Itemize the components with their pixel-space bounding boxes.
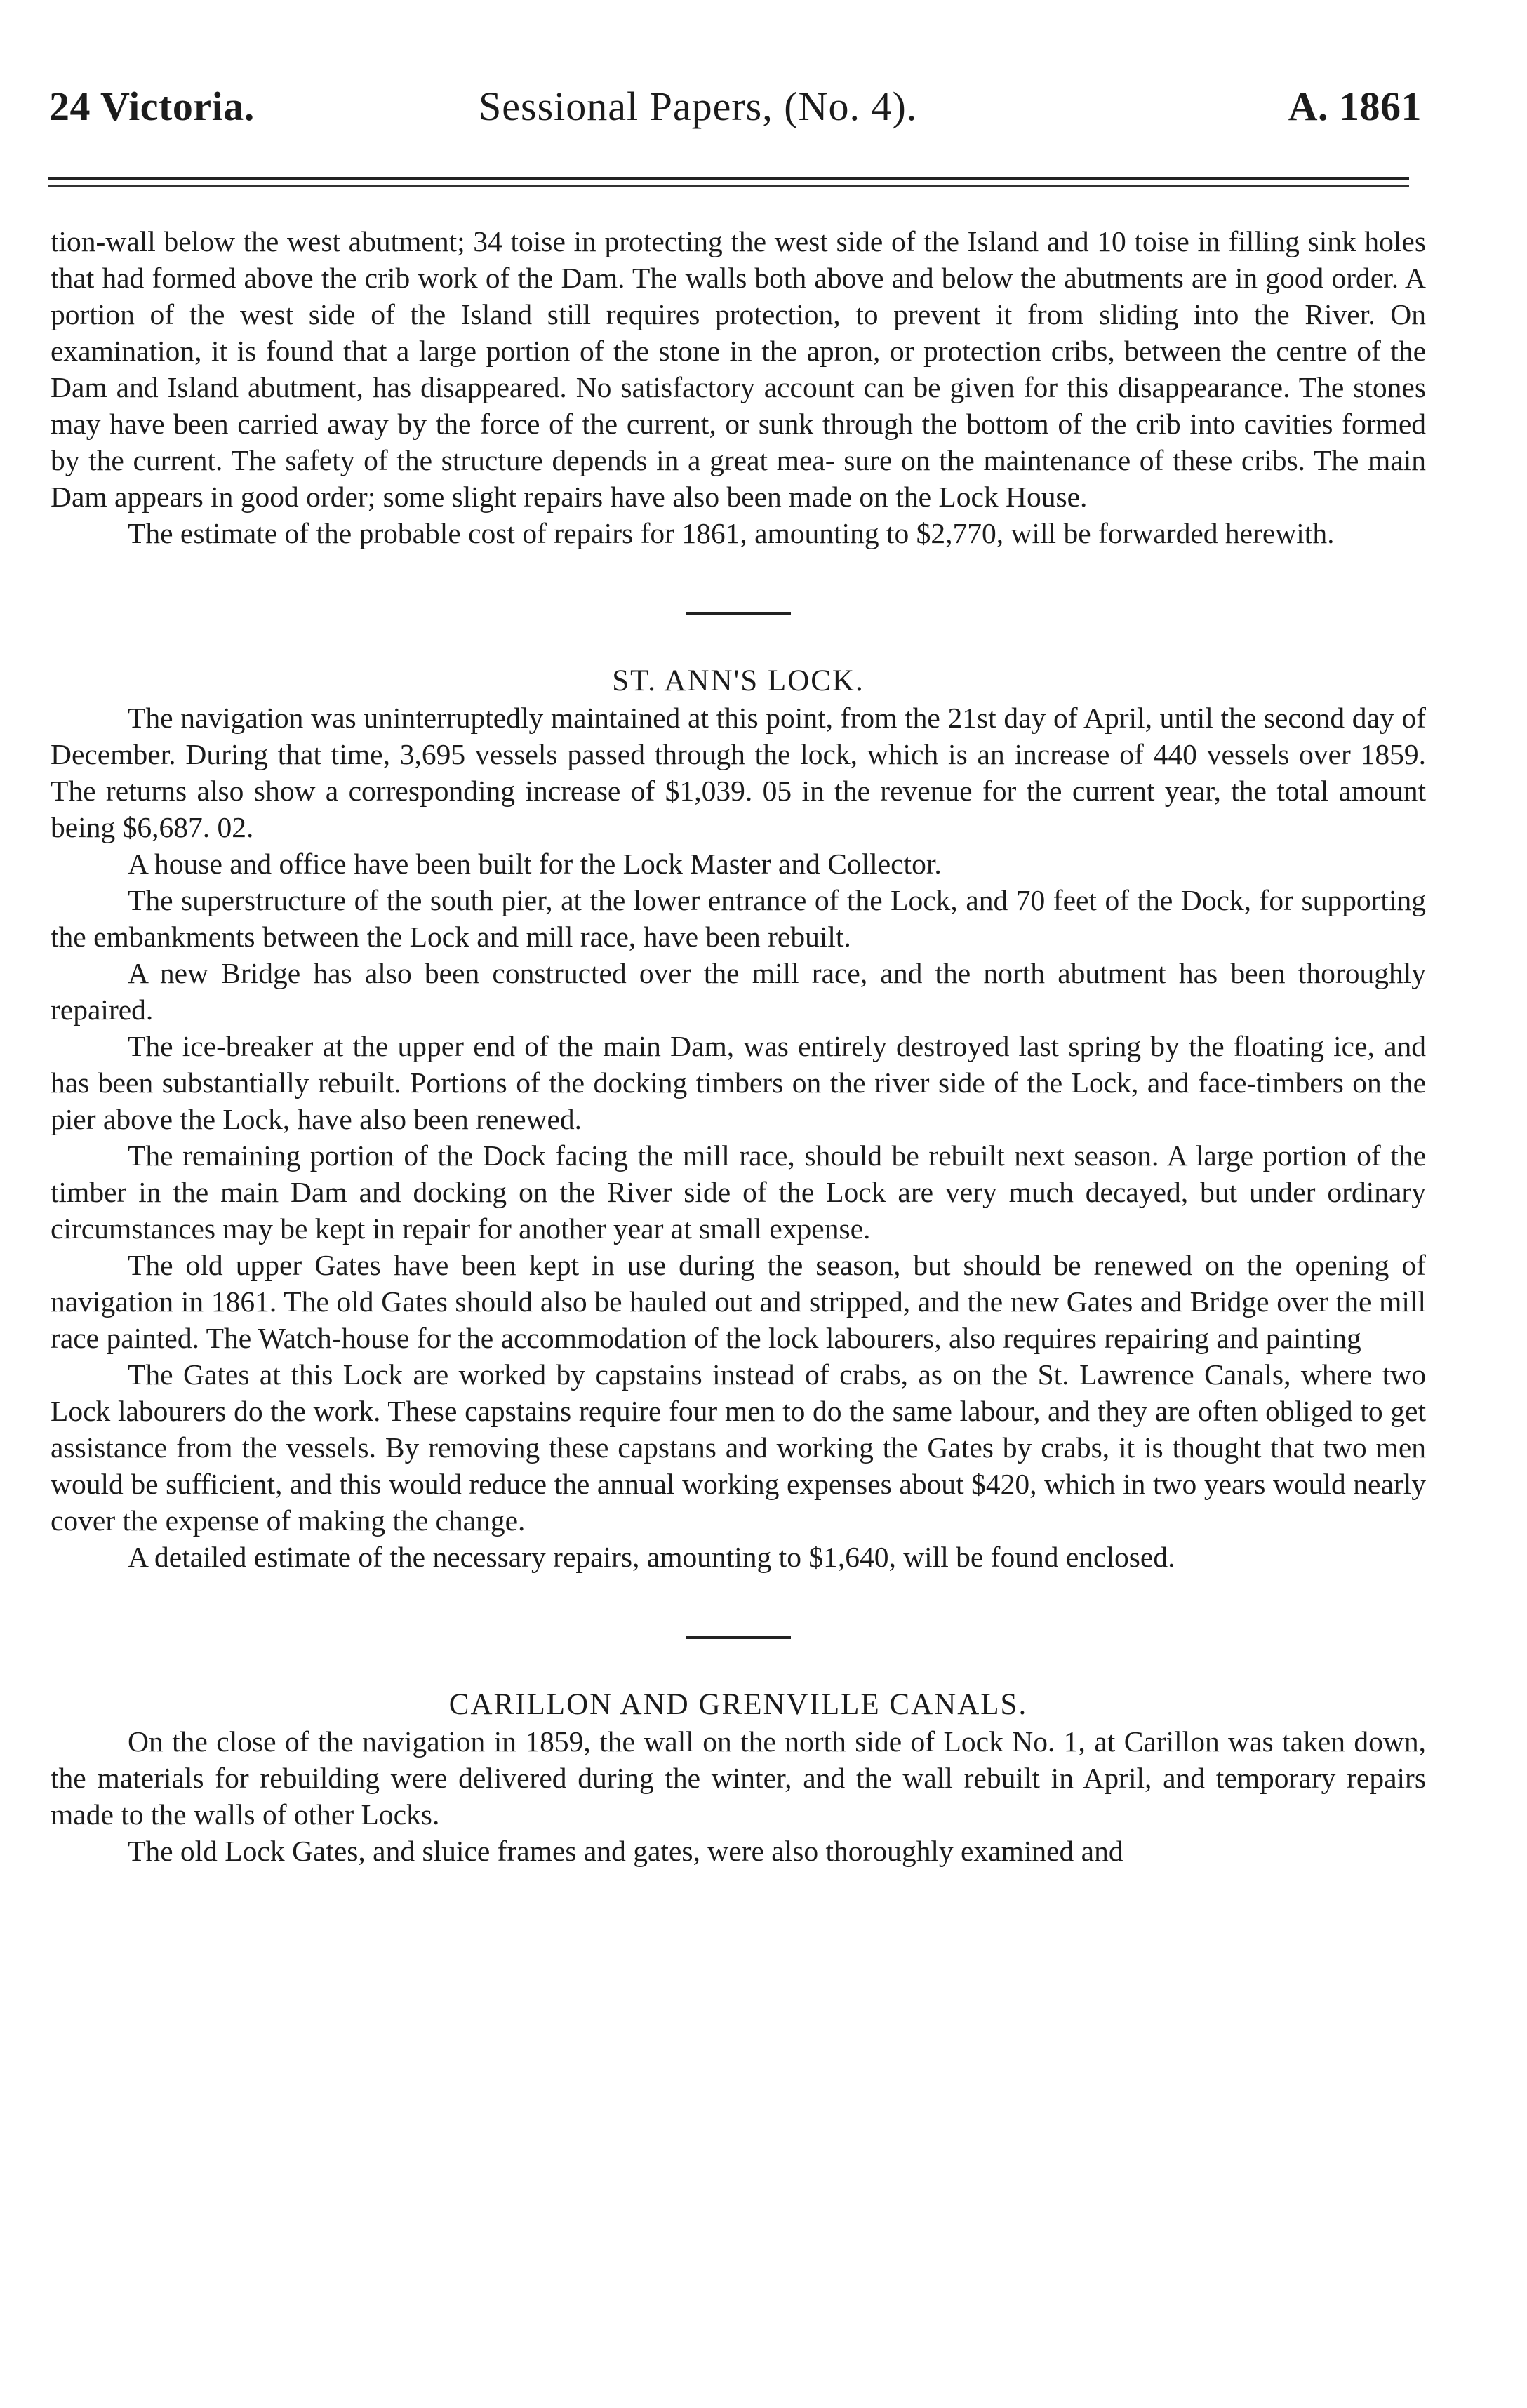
- section-divider: [686, 1636, 791, 1639]
- section-heading-st-anns-lock: ST. ANN'S LOCK.: [612, 664, 865, 697]
- section-divider: [686, 612, 791, 615]
- section-heading-carillon-grenville: CARILLON AND GRENVILLE CANALS.: [448, 1688, 1028, 1721]
- paragraph: The remaining portion of the Dock facing the mill race, should be rebuilt next season. A large portion of the timber in the main Dam and docking on the River side of the Lock are very much decayed, but under ordinary circumstances may be kept in repair for another year at small expense.: [51, 1139, 1426, 1245]
- document-body: [51, 223, 1426, 1869]
- header-rule-thin: [48, 185, 1409, 187]
- st-anns-lock-section: [51, 700, 1426, 1575]
- paragraph: A detailed estimate of the necessary repairs, amounting to $1,640, will be found enclosed.: [128, 1541, 1175, 1573]
- paragraph: A house and office have been built for the Lock Master and Collector.: [128, 848, 942, 880]
- paragraph: The Gates at this Lock are worked by capstains instead of crabs, as on the St. Lawrence Canals, where two Lock labourers do the work. These capstains require four men to do the same labour, and they are often obliged to get assistance from the vessels. By removing these capstans and working the Gates by crabs, it is thought that two men would be sufficient, and this would reduce the annual working expenses about $420, which in two years would nearly cover the expense of making the change.: [51, 1358, 1426, 1537]
- paragraph: The ice-breaker at the upper end of the main Dam, was entirely destroyed last spring by the floating ice, and has been substantially rebuilt. Portions of the docking timbers on the river side of the Lock, and face-timbers on the pier above the Lock, have also been renewed.: [51, 1030, 1426, 1135]
- paragraph: The old Lock Gates, and sluice frames and gates, were also thoroughly examined and: [128, 1835, 1123, 1867]
- page-header: [44, 83, 1422, 139]
- paragraph: A new Bridge has also been constructed over the mill race, and the north abutment has been thoroughly repaired.: [51, 957, 1426, 1026]
- estimate-paragraph: The estimate of the probable cost of repairs for 1861, amounting to $2,770, will be forwarded herewith.: [128, 517, 1335, 549]
- header-volume: 24 Victoria.: [49, 83, 255, 129]
- continued-paragraph: tion-wall below the west abutment; 34 toise in protecting the west side of the Island and 10 toise in filling sink holes that had formed above the crib work of the Dam. The walls both above and below the abutments are in good order. A portion of the west side of the Island still requires protection, to prevent it from sliding into the River. On examination, it is found that a large portion of the stone in the apron, or protection cribs, between the centre of the Dam and Island abutment, has disappeared. No satisfactory account can be given for this disappearance. The stones may have been carried away by the force of the current, or sunk through the bottom of the crib into cavities formed by the current. The safety of the structure depends in a great mea- sure on the maintenance of these cribs. The main Dam appears in good order; some slight repairs have also been made on the Lock House.: [51, 225, 1426, 513]
- paragraph: The old upper Gates have been kept in use during the season, but should be renewed on the opening of navigation in 1861. The old Gates should also be hauled out and stripped, and the new Gates and Bridge over the mill race painted. The Watch-house for the accommodation of the lock labourers, also requires repairing and painting: [51, 1249, 1426, 1354]
- paragraph: The superstructure of the south pier, at the lower entrance of the Lock, and 70 feet of the Dock, for supporting the embankments between the Lock and mill race, have been rebuilt.: [51, 884, 1426, 953]
- header-year: A. 1861: [1288, 83, 1422, 129]
- header-rule-thick: [48, 177, 1409, 180]
- paragraph: The navigation was uninterruptedly maintained at this point, from the 21st day of April, until the second day of December. During that time, 3,695 vessels passed through the lock, which is an increase of 440 vessels over 1859. The returns also show a corresponding increase of $1,039. 05 in the revenue for the current year, the total amount being $6,687. 02.: [51, 702, 1426, 843]
- header-title: Sessional Papers, (No. 4).: [479, 83, 918, 129]
- paragraph: On the close of the navigation in 1859, the wall on the north side of Lock No. 1, at Carillon was taken down, the materials for rebuilding were delivered during the winter, and the wall rebuilt in April, and temporary repairs made to the walls of other Locks.: [51, 1725, 1426, 1831]
- carillon-grenville-section: [51, 1723, 1426, 1869]
